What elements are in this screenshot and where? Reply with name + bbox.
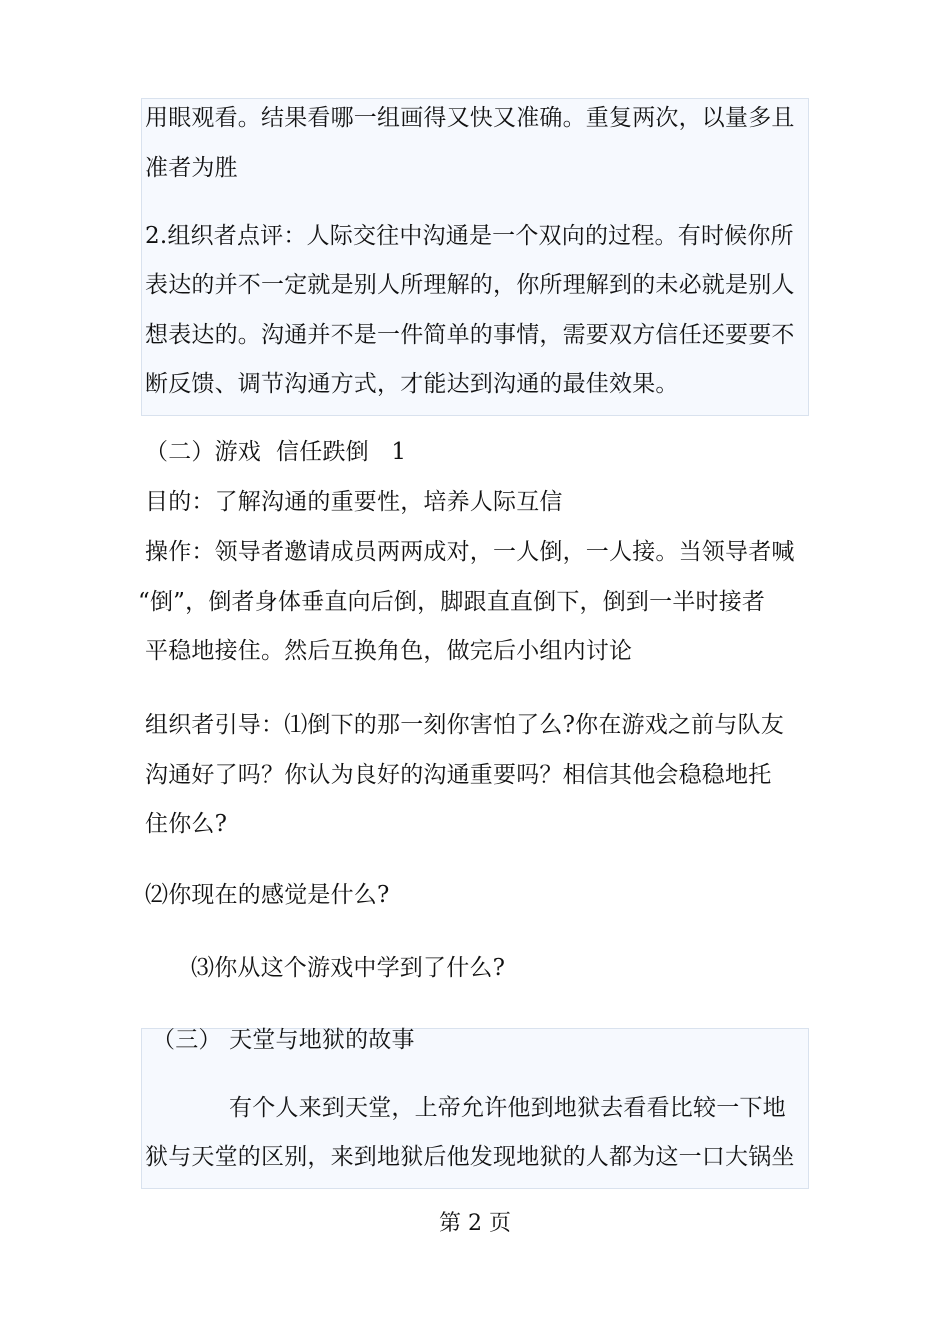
section-heading-story: （三） 天堂与地狱的故事: [152, 1027, 415, 1053]
guide-line: 组织者引导：⑴倒下的那一刻你害怕了么?你在游戏之前与队友: [145, 712, 784, 738]
paragraph-line: 准者为胜: [145, 155, 238, 181]
paragraph-line: 表达的并不一定就是别人所理解的，你所理解到的未必就是别人: [145, 272, 795, 298]
paragraph-line: 2.组织者点评：人际交往中沟通是一个双向的过程。有时候你所: [145, 223, 794, 249]
paragraph-line: 想表达的。沟通并不是一件简单的事情，需要双方信任还要要不: [145, 322, 795, 348]
page-number: 第 2 页: [439, 1211, 511, 1236]
question-2: ⑵你现在的感觉是什么?: [145, 882, 390, 908]
story-line: 狱与天堂的区别，来到地狱后他发现地狱的人都为这一口大锅坐: [145, 1144, 795, 1170]
operation-line: 操作：领导者邀请成员两两成对，一人倒，一人接。当领导者喊: [145, 539, 795, 565]
guide-line: 沟通好了吗？你认为良好的沟通重要吗？相信其他会稳稳地托: [145, 762, 772, 788]
operation-line: “倒”，倒者身体垂直向后倒，脚跟直直倒下，倒到一半时接者: [138, 589, 766, 615]
question-3: ⑶你从这个游戏中学到了什么?: [191, 955, 506, 981]
paragraph-line: 用眼观看。结果看哪一组画得又快又准确。重复两次，以量多且: [145, 105, 795, 131]
story-line: 有个人来到天堂，上帝允许他到地狱去看看比较一下地: [229, 1095, 786, 1121]
operation-line: 平稳地接住。然后互换角色，做完后小组内讨论: [145, 638, 633, 664]
section-heading-game2: （二）游戏 信任跌倒 1: [145, 439, 407, 465]
paragraph-line: 断反馈、调节沟通方式，才能达到沟通的最佳效果。: [145, 371, 679, 397]
guide-line: 住你么?: [145, 811, 228, 837]
purpose-line: 目的：了解沟通的重要性，培养人际互信: [145, 489, 563, 515]
